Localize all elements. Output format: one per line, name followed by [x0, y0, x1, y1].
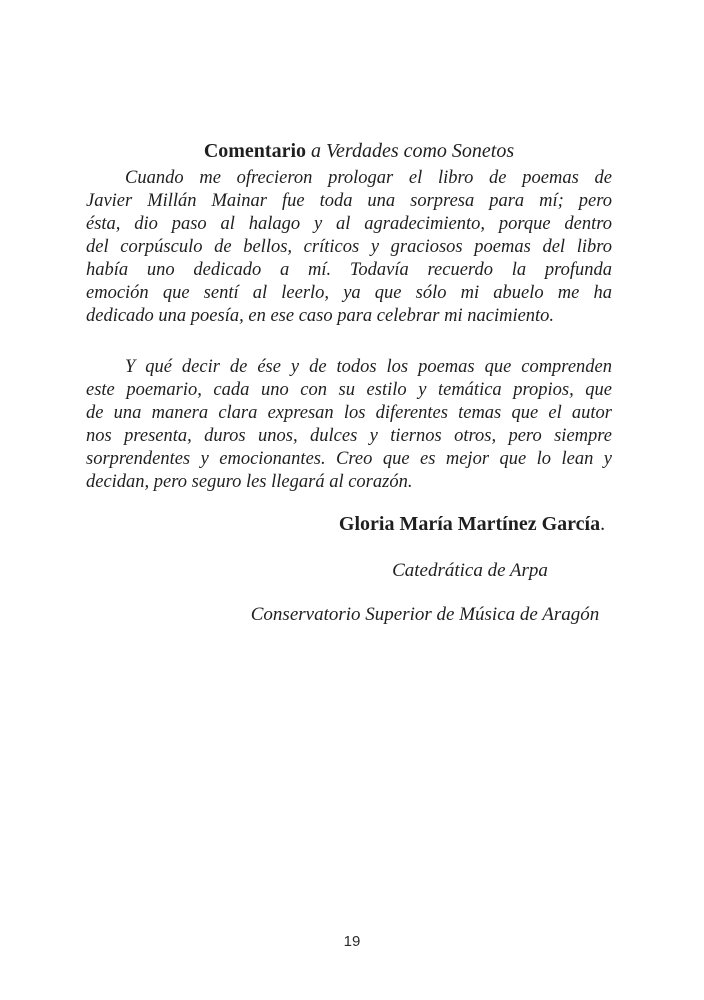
paragraph-1 — [86, 167, 612, 328]
title-bold-part: Comentario — [203, 140, 307, 162]
text-line: ésta, dio paso al halago y al agradecimiento, porque dentro — [86, 214, 612, 234]
signature-institution: Conservatorio Superior de Música de Aragón — [250, 604, 600, 625]
text-line: emoción que sentí al leerlo, ya que sólo mi abuelo me ha — [86, 283, 612, 303]
title-italic-part: a Verdades como Sonetos — [306, 140, 515, 162]
signature-name-text: Gloria María Martínez García — [338, 513, 601, 535]
signature-role: Catedrática de Arpa — [392, 560, 548, 581]
signature-name — [209, 513, 704, 536]
text-line: dedicado una poesía, en ese caso para celebrar mi nacimiento. — [86, 306, 555, 326]
signature-name-period: . — [600, 513, 606, 535]
text-line: decidan, pero seguro les llegará al corazón. — [86, 472, 413, 492]
text-line: Y qué decir de ése y de todos los poemas que comprenden — [125, 357, 612, 377]
text-line: de una manera clara expresan los diferentes temas que el autor — [86, 403, 612, 423]
text-line: este poemario, cada uno con su estilo y temática propios, que — [86, 380, 612, 400]
text-line: sorprendentes y emocionantes. Creo que es mejor que lo lean y — [86, 449, 612, 469]
page-number: 19 — [343, 933, 361, 950]
paragraph-2 — [86, 356, 612, 494]
text-line: del corpúsculo de bellos, críticos y graciosos poemas del libro — [86, 237, 612, 257]
text-line: Cuando me ofrecieron prologar el libro de poemas de — [125, 168, 612, 188]
text-line: Javier Millán Mainar fue toda una sorpresa para mí; pero — [86, 191, 612, 211]
text-line: había uno dedicado a mí. Todavía recuerdo la profunda — [86, 260, 612, 280]
text-line: nos presenta, duros unos, dulces y tiernos otros, pero siempre — [86, 426, 612, 446]
